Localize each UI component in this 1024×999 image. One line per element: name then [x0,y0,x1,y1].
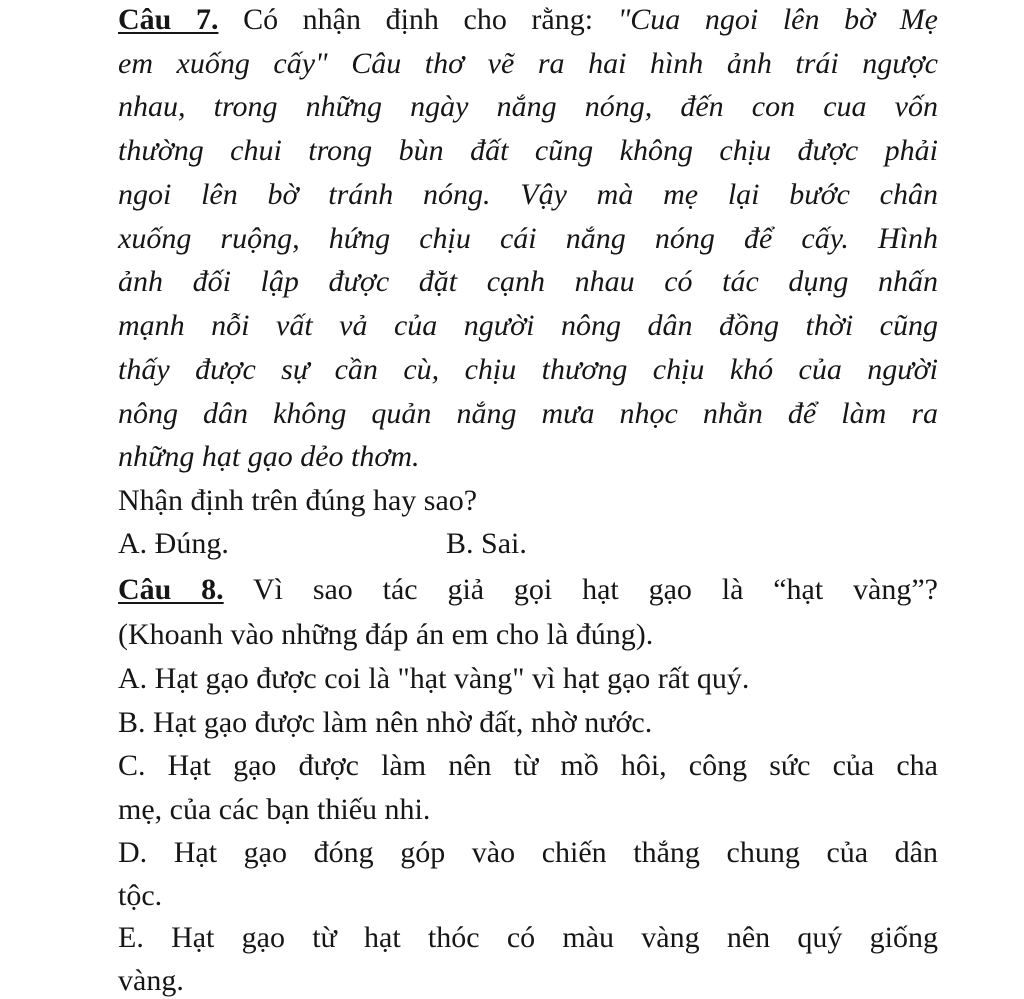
q8-heading-line [118,572,938,608]
q7-text-line-4: thường chui trong bùn đất cũng không chịu được phải [118,134,938,167]
q7-text-line-9: thấy được sự cần cù, chịu thương chịu khó của người [118,353,938,386]
q8-instruction: (Khoanh vào những đáp án em cho là đúng). [118,618,654,651]
q8-option-e-cont[interactable]: vàng. [118,964,184,997]
q8-title: Vì sao tác giả gọi hạt gạo là “hạt vàng”? [252,573,938,606]
q7-label: Câu 7. [118,3,219,36]
q7-intro: Có nhận định cho rằng: [243,3,594,36]
q8-option-c-cont[interactable]: mẹ, của các bạn thiếu nhi. [118,793,431,826]
q8-option-b[interactable]: B. Hạt gạo được làm nên nhờ đất, nhờ nước. [118,706,653,739]
q8-label: Câu 8. [118,573,224,606]
q7-text-line-3: nhau, trong những ngày nắng nóng, đến con cua vốn [118,90,938,123]
q7-text-line-6: xuống ruộng, hứng chịu cái nắng nóng để cấy. Hình [118,222,938,255]
q7-text-line-5: ngoi lên bờ tránh nóng. Vậy mà mẹ lại bước chân [118,178,938,211]
q7-text-line-2: em xuống cấy" Câu thơ vẽ ra hai hình ảnh trái ngược [118,47,938,80]
q7-heading-line [118,2,938,38]
q8-option-c[interactable]: C. Hạt gạo được làm nên từ mồ hôi, công sức của cha [118,749,938,782]
q7-option-a[interactable]: A. Đúng. [118,527,229,560]
q7-text-line-10: nông dân không quản nắng mưa nhọc nhằn để làm ra [118,397,938,430]
q8-option-d[interactable]: D. Hạt gạo đóng góp vào chiến thắng chung của dân [118,836,938,869]
q8-option-e[interactable]: E. Hạt gạo từ hạt thóc có màu vàng nên quý giống [118,921,938,954]
q7-question: Nhận định trên đúng hay sao? [118,484,478,517]
q7-text-line-8: mạnh nỗi vất vả của người nông dân đồng thời cũng [118,309,938,342]
q8-option-a[interactable]: A. Hạt gạo được coi là "hạt vàng" vì hạt gạo rất quý. [118,662,750,695]
q7-options-row [118,526,938,562]
q8-option-d-cont[interactable]: tộc. [118,879,163,912]
q7-option-b[interactable]: B. Sai. [446,527,527,560]
q7-text-line-11: những hạt gạo dẻo thơm. [118,440,420,473]
q7-text-line-1: "Cua ngoi lên bờ Mẹ [617,3,938,36]
q7-text-line-7: ảnh đối lập được đặt cạnh nhau có tác dụng nhấn [118,265,938,298]
